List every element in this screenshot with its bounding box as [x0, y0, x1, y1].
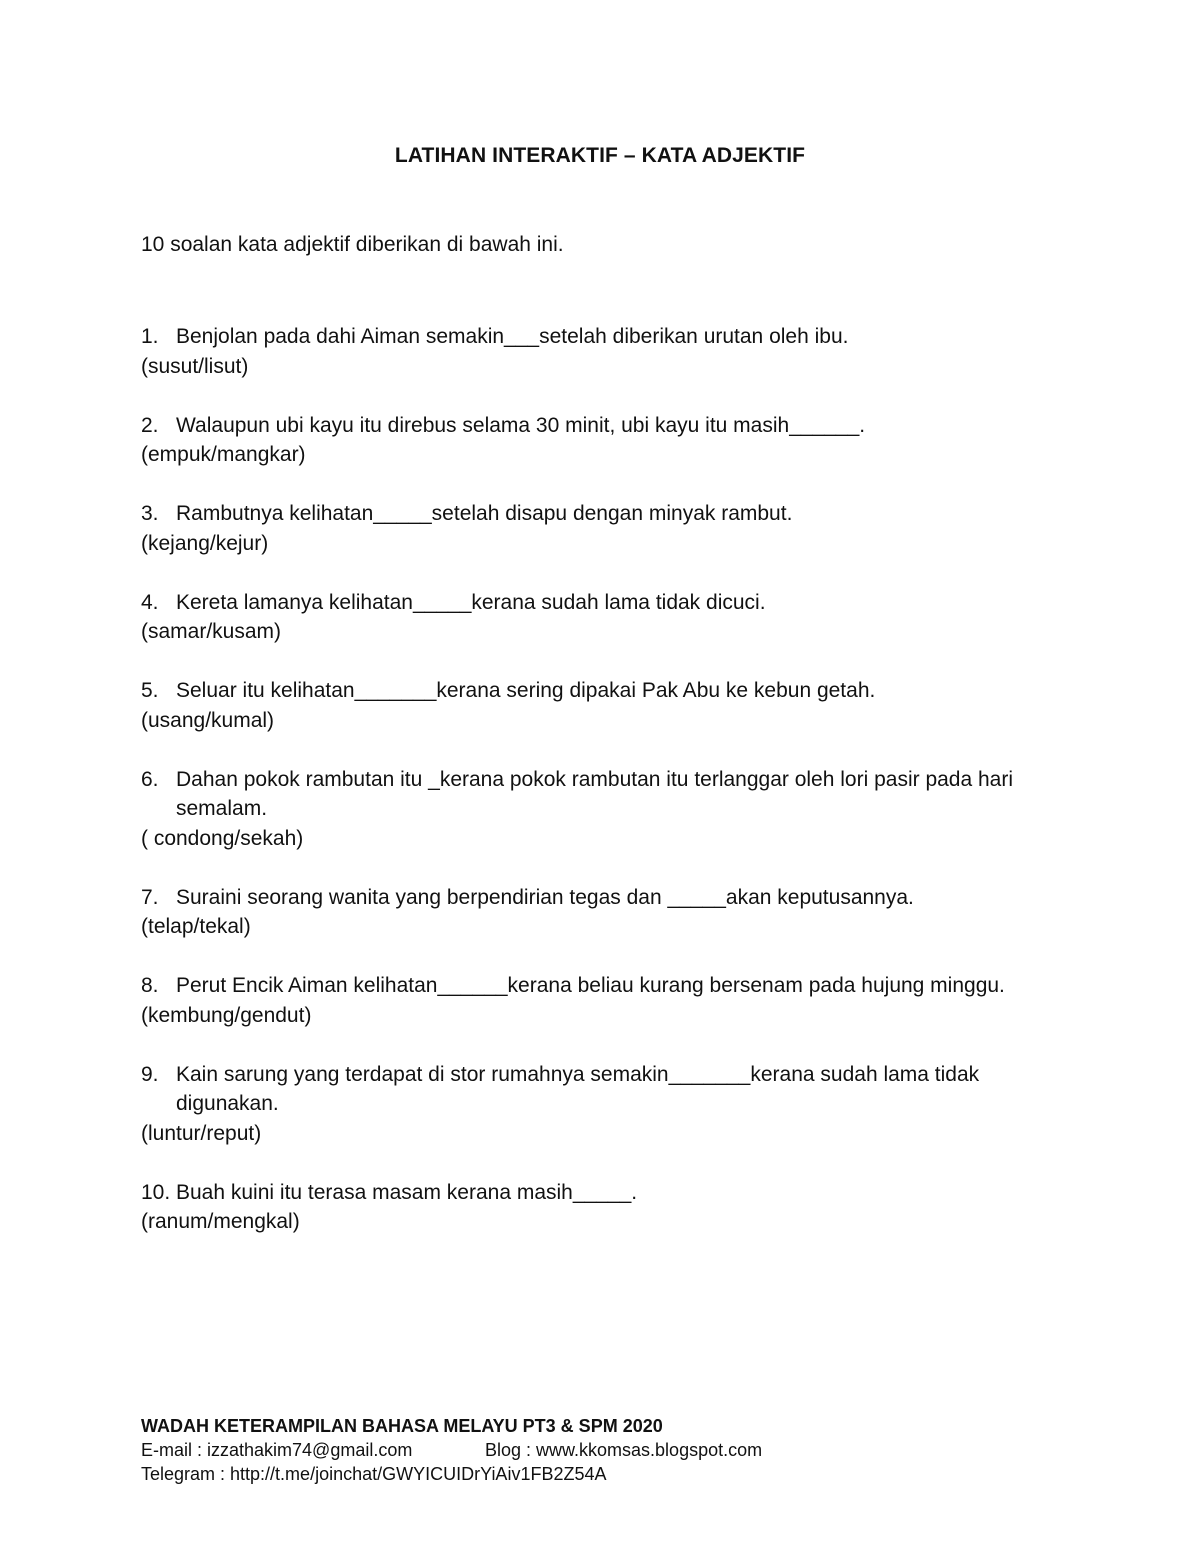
- question-9: [141, 1060, 1041, 1149]
- question-text: Buah kuini itu terasa masam kerana masih_____.: [176, 1180, 638, 1204]
- question-options: (ranum/mengkal): [141, 1210, 300, 1233]
- footer-contact-row: [141, 1438, 1041, 1462]
- question-text: Suraini seorang wanita yang berpendirian tegas dan _____akan keputusannya.: [176, 885, 914, 909]
- question-number: 10.: [141, 1180, 171, 1204]
- question-number: 2.: [141, 413, 159, 437]
- question-options: (samar/kusam): [141, 620, 282, 643]
- footer: [141, 1414, 1041, 1486]
- question-text: Rambutnya kelihatan_____setelah disapu dengan minyak rambut.: [176, 502, 793, 525]
- question-3: [141, 499, 1041, 558]
- question-5: [141, 676, 1041, 735]
- question-1: [141, 322, 1041, 381]
- question-number: 6.: [141, 767, 159, 791]
- question-6: [141, 765, 1041, 854]
- footer-title: WADAH KETERAMPILAN BAHASA MELAYU PT3 & SPM 2020: [141, 1416, 663, 1436]
- question-number: 1.: [141, 325, 159, 348]
- question-number: 9.: [141, 1062, 159, 1086]
- footer-blog: Blog : www.kkomsas.blogspot.com: [485, 1440, 763, 1460]
- question-options: ( condong/sekah): [141, 826, 304, 850]
- question-text: Dahan pokok rambutan itu _kerana pokok rambutan itu terlanggar oleh lori pasir pada hari semalam.: [176, 767, 1014, 820]
- question-options: (telap/tekal): [141, 915, 251, 938]
- question-text: Walaupun ubi kayu itu direbus selama 30 minit, ubi kayu itu masih______.: [176, 413, 866, 437]
- question-text: Perut Encik Aiman kelihatan______kerana beliau kurang bersenam pada hujung minggu.: [176, 974, 1005, 997]
- question-number: 7.: [141, 885, 159, 909]
- question-8: [141, 971, 1041, 1030]
- question-options: (kembung/gendut): [141, 1003, 312, 1027]
- question-text: Kain sarung yang terdapat di stor rumahnya semakin_______kerana sudah lama tidak digunakan.: [176, 1062, 980, 1115]
- question-list: [141, 322, 1041, 1266]
- intro-text: 10 soalan kata adjektif diberikan di bawah ini.: [141, 233, 564, 256]
- question-options: (susut/lisut): [141, 354, 249, 378]
- question-text: Seluar itu kelihatan_______kerana sering dipakai Pak Abu ke kebun getah.: [176, 679, 876, 702]
- question-options: (empuk/mangkar): [141, 443, 306, 466]
- question-options: (usang/kumal): [141, 708, 275, 732]
- question-7: [141, 883, 1041, 942]
- footer-email: E-mail : izzathakim74@gmail.com: [141, 1440, 413, 1460]
- question-number: 3.: [141, 502, 159, 525]
- question-options: (kejang/kejur): [141, 531, 269, 555]
- question-10: [141, 1178, 1041, 1237]
- question-number: 5.: [141, 679, 159, 702]
- question-4: [141, 588, 1041, 647]
- question-text: Benjolan pada dahi Aiman semakin___setelah diberikan urutan oleh ibu.: [176, 325, 849, 348]
- page-title: LATIHAN INTERAKTIF – KATA ADJEKTIF: [394, 144, 806, 167]
- question-2: [141, 411, 1041, 470]
- question-number: 4.: [141, 590, 159, 614]
- question-options: (luntur/reput): [141, 1121, 262, 1145]
- footer-telegram: Telegram : http://t.me/joinchat/GWYICUIDrYiAiv1FB2Z54A: [141, 1464, 607, 1484]
- question-number: 8.: [141, 974, 159, 997]
- question-text: Kereta lamanya kelihatan_____kerana sudah lama tidak dicuci.: [176, 590, 766, 614]
